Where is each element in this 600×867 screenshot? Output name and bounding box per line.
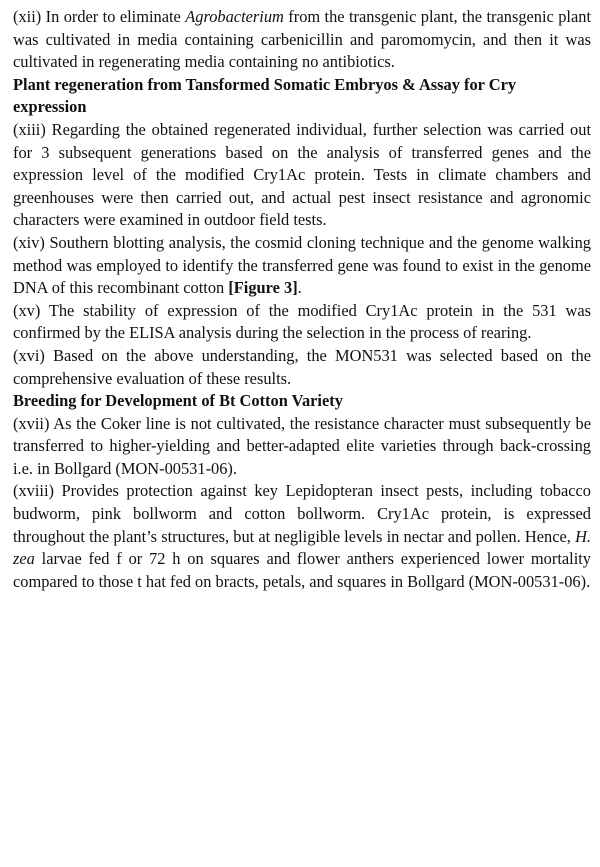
agrobacterium-italic: Agrobacterium — [185, 7, 284, 26]
paragraph-xviii-text-start: (xviii) Provides protection against key Lepidopteran insect pests, including tobacco budworm, pink bollworm and cotton bollworm. Cry1Ac protein, is expressed throughout the plant’s structures, but at negligible levels in nectar and pollen. Hence, — [13, 481, 591, 546]
section-heading-breeding: Breeding for Development of Bt Cotton Variety — [13, 391, 343, 411]
paragraph-xiv-text-start: (xiv) Southern blotting analysis, the cosmid cloning technique and the genome walking method was employed to identify the transferred gene was found to exist in the genome DNA of this recombinant cotton — [13, 232, 591, 298]
section-heading-plant-regeneration: Plant regeneration from Tansformed Somatic Embryos & Assay for Cry expression — [13, 74, 517, 117]
paragraph-xii — [13, 6, 591, 74]
h-zea-italic: H. zea — [13, 526, 591, 569]
figure-3-reference: [Figure 3] — [228, 278, 298, 298]
paragraph-xvi: (xvi) Based on the above understanding, the MON531 was selected based on the comprehensive evaluation of these results. — [13, 345, 591, 388]
paragraph-xviii-text-end: larvae fed f or 72 h on squares and flower anthers experienced lower mortality compared to those t hat fed on bracts, petals, and squares in Bollgard (MON-00531-06). — [13, 549, 591, 591]
paragraph-xii-text-end: from the transgenic plant, the transgenic plant was cultivated in media containing carbenicillin and paromomycin, and then it was cultivated in regenerating media containing no antibiotics. — [13, 7, 591, 72]
paragraph-xiv — [13, 232, 591, 300]
paragraph-xii-text-start: (xii) In order to eliminate — [13, 7, 186, 26]
document-page — [13, 6, 591, 593]
paragraph-xv: (xv) The stability of expression of the modified Cry1Ac protein in the 531 was confirmed by the ELISA analysis during the selection in the process of rearing. — [13, 300, 591, 343]
paragraph-xvii: (xvii) As the Coker line is not cultivated, the resistance character must subsequently be transferred to higher-yielding and better-adapted elite varieties through back-crossing i.e. in Bollgard (MON-00531-06). — [13, 413, 591, 478]
paragraph-xiv-text-end: . — [297, 278, 302, 298]
paragraph-xviii — [13, 480, 591, 593]
paragraph-xiii: (xiii) Regarding the obtained regenerated individual, further selection was carried out for 3 subsequent generations based on the analysis of transferred genes and the expression level of the modified Cry1Ac protein. Tests in climate chambers and greenhouses were then carried out, and actual pest insect resistance and agronomic characters were examined in outdoor field tests. — [13, 119, 591, 230]
